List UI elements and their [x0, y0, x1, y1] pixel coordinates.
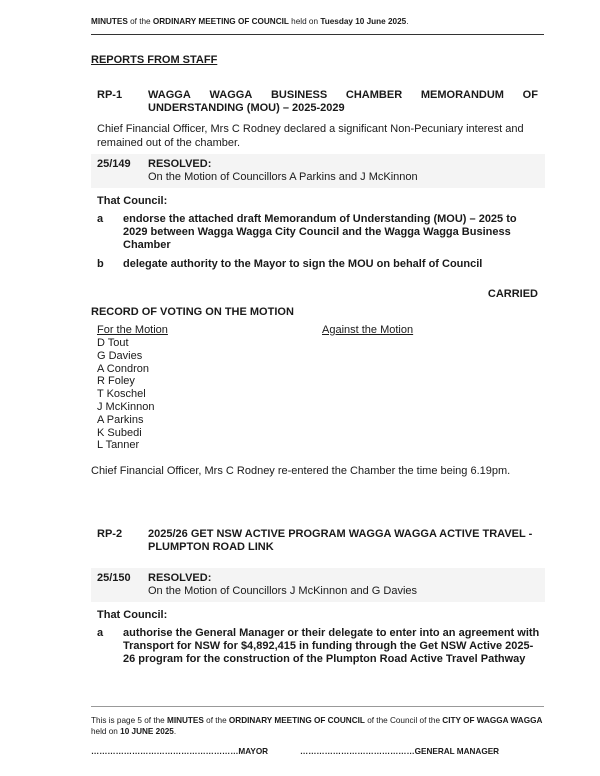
header-of: of the [127, 17, 153, 26]
voter-name: K Subedi [97, 426, 142, 439]
section-title: REPORTS FROM STAFF [91, 54, 218, 66]
voter-name: L Tanner [97, 439, 140, 452]
footer-minutes: MINUTES [167, 716, 204, 725]
rp1-interest-declaration: Chief Financial Officer, Mrs C Rodney declared a significant Non-Pecuniary interest and remained out of the chamber. [97, 123, 524, 149]
rp2-title-line1: 2025/26 GET NSW ACTIVE PROGRAM WAGGA WAGGA ACTIVE TRAVEL - [148, 528, 533, 540]
gm-signature-line [300, 747, 499, 756]
rp1-code: RP-1 [97, 89, 123, 101]
header-period: . [406, 17, 409, 26]
item-letter: b [97, 258, 104, 270]
gm-label: GENERAL MANAGER [414, 747, 500, 756]
rp2-code: RP-2 [97, 528, 123, 540]
footer-text: of the Council of the [364, 716, 443, 725]
header-minutes: MINUTES [91, 17, 128, 26]
resolution-item: delegate authority to the Mayor to sign the MOU on behalf of Council [123, 258, 483, 270]
item-letter: a [97, 627, 104, 639]
header-rule [91, 34, 544, 35]
header-held-on: held on [288, 17, 321, 26]
footer-rule [91, 706, 544, 707]
rp1-title-line2: UNDERSTANDING (MOU) – 2025-2029 [148, 102, 345, 114]
rp2-title-line2: PLUMPTON ROAD LINK [148, 541, 274, 553]
voter-name: T Koschel [97, 388, 146, 401]
voter-name: J McKinnon [97, 400, 155, 413]
voter-name: G Davies [97, 349, 143, 362]
footer-city: CITY OF WAGGA WAGGA [442, 716, 543, 725]
that-council-label: That Council: [97, 195, 168, 207]
mayor-signature-dots: ……………………………………………… [91, 747, 239, 756]
page-header [91, 17, 408, 26]
item-letter: a [97, 213, 104, 225]
motion-movers: On the Motion of Councillors A Parkins and J McKinnon [148, 171, 418, 183]
against-motion-heading: Against the Motion [322, 324, 414, 336]
motion-movers: On the Motion of Councillors J McKinnon and G Davies [148, 585, 418, 597]
voter-name: R Foley [97, 375, 135, 388]
mayor-label: MAYOR [238, 747, 269, 756]
rp1-title-word: BUSINESS [270, 89, 328, 101]
rp1-title-word: CHAMBER [345, 89, 403, 101]
footer-text: of the [203, 716, 229, 725]
voting-record-title: RECORD OF VOTING ON THE MOTION [91, 306, 294, 318]
rp1-title-word: MEMORANDUM [420, 89, 504, 101]
resolved-label: RESOLVED: [148, 158, 212, 170]
header-date: Tuesday 10 June 2025 [320, 17, 407, 26]
voter-name: D Tout [97, 337, 129, 349]
rp1-title-word: OF [522, 89, 538, 101]
resolution-number: 25/150 [97, 572, 131, 584]
resolution-number: 25/149 [97, 158, 131, 170]
rp2-title [148, 528, 543, 554]
carried-label: CARRIED [487, 288, 538, 300]
rp1-title-word: WAGGA [148, 89, 191, 101]
resolved-label: RESOLVED: [148, 572, 212, 584]
rp1-title [148, 89, 538, 115]
footer-date: 10 JUNE 2025 [120, 727, 174, 736]
that-council-label: That Council: [97, 609, 168, 621]
resolution-item: endorse the attached draft Memorandum of Understanding (MOU) – 2025 to 2029 between Wagga Wagga City Council and the Wagga Wagga Business Chamber [123, 213, 517, 251]
footer-text: This is page 5 of the [91, 716, 168, 725]
for-voters-list [97, 337, 154, 452]
rp1-title-word: WAGGA [209, 89, 253, 101]
header-meeting: ORDINARY MEETING OF COUNCIL [152, 17, 289, 26]
voter-name: A Condron [97, 362, 149, 375]
footer-text: held on [91, 727, 121, 736]
reentered-note: Chief Financial Officer, Mrs C Rodney re-entered the Chamber the time being 6.19pm. [91, 465, 511, 477]
gm-signature-dots: …………………………………… [300, 747, 415, 756]
mayor-signature-line [91, 747, 268, 756]
footer-meeting: ORDINARY MEETING OF COUNCIL [228, 716, 365, 725]
resolution-item: authorise the General Manager or their delegate to enter into an agreement with Transport for NSW for $4,892,415 in funding through the Get NSW Active 2025-26 program for the construction of the Plumpton Road Active Travel Pathway [123, 627, 540, 665]
voter-name: A Parkins [97, 413, 144, 426]
for-motion-heading: For the Motion [97, 324, 168, 336]
footer-text: . [173, 727, 177, 736]
page-footer [91, 715, 551, 737]
